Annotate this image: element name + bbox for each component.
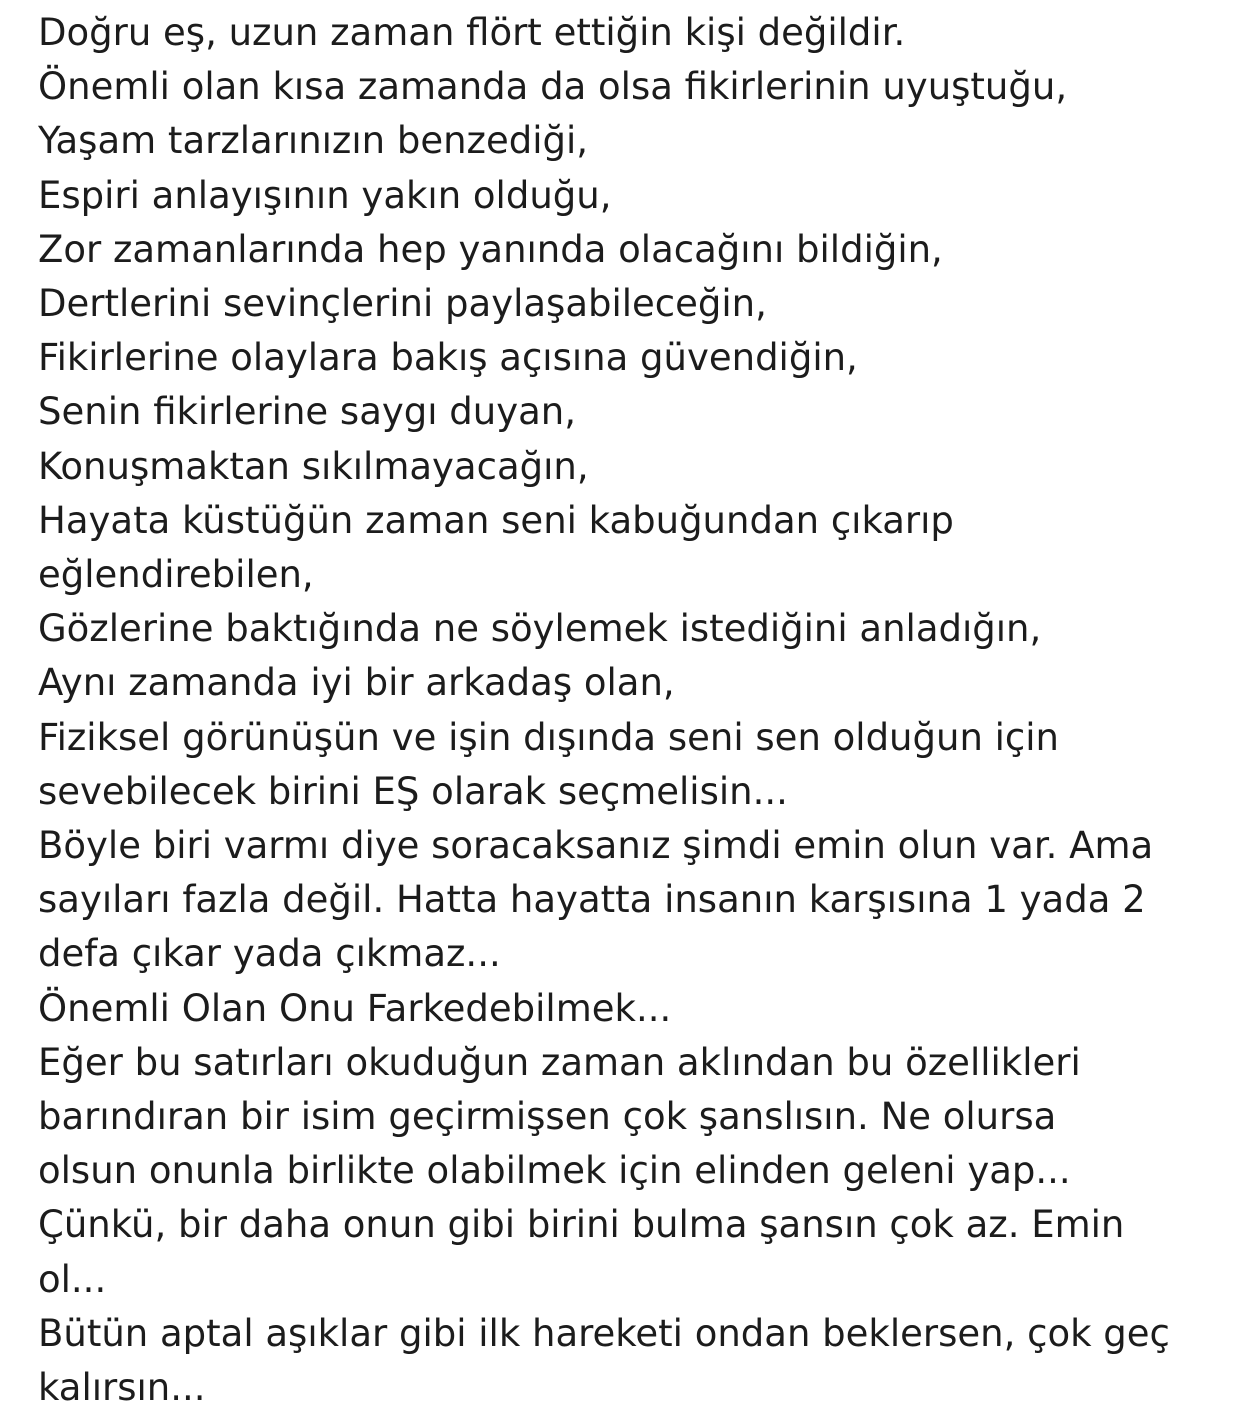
text-line: eğlendirebilen, bbox=[38, 553, 314, 597]
text-line: Bütün aptal aşıklar gibi ilk hareketi ondan beklersen, çok geç bbox=[38, 1311, 1170, 1355]
text-line: Önemli olan kısa zamanda da olsa fikirlerinin uyuştuğu, bbox=[38, 65, 1068, 109]
text-line: Önemli Olan Onu Farkedebilmek... bbox=[38, 986, 672, 1030]
text-line: Espiri anlayışının yakın olduğu, bbox=[38, 173, 612, 217]
text-line: ol... bbox=[38, 1257, 107, 1301]
text-line: olsun onunla birlikte olabilmek için elinden geleni yap... bbox=[38, 1149, 1071, 1193]
text-line: Hayata küstüğün zaman seni kabuğundan çıkarıp bbox=[38, 498, 954, 542]
text-line: Yaşam tarzlarınızın benzediği, bbox=[38, 119, 589, 163]
post-text bbox=[38, 6, 1228, 1415]
text-line: Fiziksel görünüşün ve işin dışında seni sen olduğun için bbox=[38, 715, 1060, 759]
text-line: Eğer bu satırları okuduğun zaman aklından bu özellikleri bbox=[38, 1040, 1081, 1084]
text-line: Konuşmaktan sıkılmayacağın, bbox=[38, 444, 589, 488]
text-line: Senin fikirlerine saygı duyan, bbox=[38, 390, 577, 434]
text-line: Gözlerine baktığında ne söylemek istediğini anladığın, bbox=[38, 607, 1042, 651]
text-line: defa çıkar yada çıkmaz... bbox=[38, 932, 501, 976]
text-line: Fikirlerine olaylara bakış açısına güvendiğin, bbox=[38, 336, 858, 380]
text-line: barındıran bir isim geçirmişsen çok şanslısın. Ne olursa bbox=[38, 1095, 1057, 1139]
text-line: Doğru eş, uzun zaman flört ettiğin kişi değildir. bbox=[38, 11, 906, 54]
text-line: kalırsın... bbox=[38, 1366, 206, 1410]
text-line: Zor zamanlarında hep yanında olacağını bildiğin, bbox=[38, 227, 943, 271]
text-line: Çünkü, bir daha onun gibi birini bulma şansın çok az. Emin bbox=[38, 1203, 1125, 1247]
text-line: sevebilecek birini EŞ olarak seçmelisin... bbox=[38, 769, 788, 813]
text-line: Böyle biri varmı diye soracaksanız şimdi emin olun var. Ama bbox=[38, 824, 1154, 868]
text-line: Dertlerini sevinçlerini paylaşabileceğin, bbox=[38, 282, 767, 326]
text-line: sayıları fazla değil. Hatta hayatta insanın karşısına 1 yada 2 bbox=[38, 878, 1146, 922]
text-line: Aynı zamanda iyi bir arkadaş olan, bbox=[38, 661, 675, 705]
